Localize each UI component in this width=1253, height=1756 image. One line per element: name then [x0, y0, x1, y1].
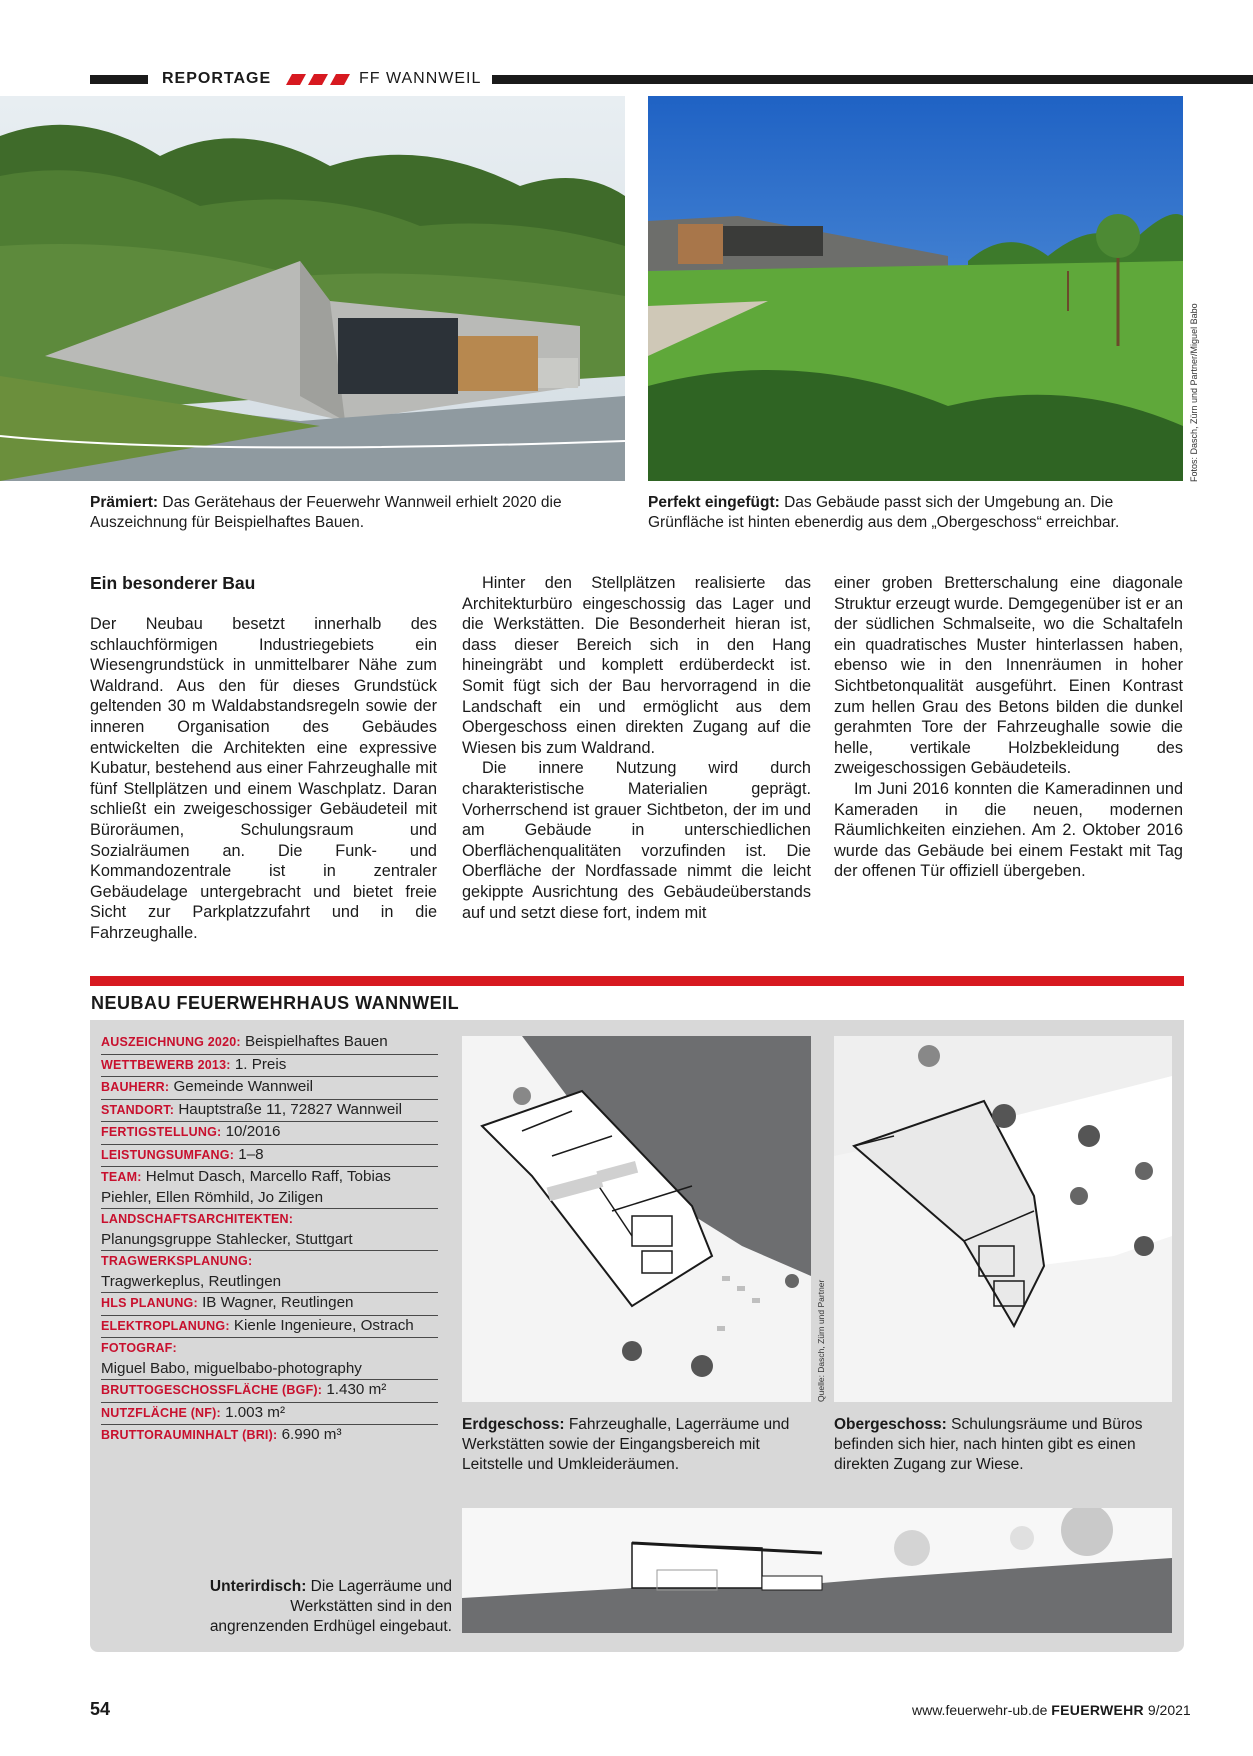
- fact-value: Tragwerkeplus, Reutlingen: [101, 1272, 282, 1290]
- caption-ground-floor-text: Fahrzeughalle, Lagerräume und Werkstätten sowie der Eingangsbereich mit Leitstelle und Umkleideräumen.: [462, 1416, 790, 1473]
- photo-caption-left: [90, 493, 610, 533]
- fact-key: TRAGWERKSPLANUNG:: [101, 1254, 253, 1268]
- caption-upper-floor-text: Schulungsräume und Büros befinden sich hier, nach hinten gibt es einen direkten Zugang zur Wiese.: [834, 1416, 1143, 1473]
- fact-key: LEISTUNGSUMFANG:: [101, 1147, 235, 1162]
- fact-key: BRUTTOGESCHOSSFLÄCHE (BGF):: [101, 1383, 323, 1397]
- fact-key: TEAM:: [101, 1170, 142, 1184]
- fact-row: [101, 1425, 438, 1447]
- photo-building-front: [0, 96, 625, 481]
- fact-value: Beispielhaftes Bauen: [240, 1033, 388, 1050]
- fact-row: [101, 1145, 438, 1168]
- fact-value: Planungsgruppe Stahlecker, Stuttgart: [101, 1230, 353, 1248]
- topic-label: FF WANNWEIL: [359, 70, 482, 87]
- caption-left-text: Das Gerätehaus der Feuerwehr Wannweil erhielt 2020 die Auszeichnung für Beispielhaftes Bauen.: [90, 494, 562, 531]
- fact-value: Helmut Dasch, Marcello Raff, Tobias Piehler, Ellen Römhild, Jo Ziligen: [101, 1168, 391, 1206]
- plan-source: Quelle: Dasch, Zürn und Partner: [816, 1279, 826, 1402]
- fact-row: [101, 1338, 438, 1380]
- fact-key: AUSZEICHNUNG 2020:: [101, 1035, 241, 1049]
- fact-row: [101, 1032, 438, 1055]
- fact-value: 1–8: [234, 1145, 264, 1163]
- floorplan-upper-floor: [834, 1036, 1172, 1402]
- article-column-3: [834, 573, 1183, 882]
- column-3-paragraph-1: einer groben Bretterschalung eine diagonale Struktur erzeugt wurde. Demgegenüber ist er an der südlichen Schmalseite, wo die Schaltafeln ein quadratisches Muster hinterlassen haben, ebenso wie in den Innenräumen in hoher Sichtbetonqualität ausgeführt. Einen Kontrast zum hellen Grau des Betons bilden die dunkel gerahmten Tore der Fahrzeughalle sowie die helle, vertikale Holzbekleidung des zweigeschossigen Gebäudeteils.: [834, 574, 1183, 778]
- fact-row: [101, 1077, 438, 1100]
- caption-ground-floor: [462, 1415, 802, 1475]
- fact-value: 1.430 m²: [322, 1381, 387, 1398]
- column-1-paragraph: Der Neubau besetzt innerhalb des schlauchförmigen Industriegebiets ein Wiesengrundstück in unmittelbarer Nähe zum Waldrand. Aus den für dieses Grundstück geltenden 30 m Waldabstandsregeln sowie der inneren Organisation des Gebäudes entwickelten die Architekten eine expressive Kubatur, bestehend aus einer Fahrzeughalle mit fünf Stellplätzen und einem Waschplatz. Daran schließt ein zweigeschossiger Gebäudeteil mit Büroräumen, Schulungsraum und Sozialräumen an. Die Funk- und Kommandozentrale ist in zentraler Gebäudelage untergebracht und bietet freie Sicht zur Parkplatzzufahrt und in die Fahrzeughalle.: [90, 615, 437, 942]
- caption-underground-lead: Unterirdisch:: [209, 1578, 307, 1595]
- infobox-red-rule: [90, 976, 1184, 986]
- fact-key: HLS PLANUNG:: [101, 1296, 198, 1310]
- caption-right-lead: Perfekt eingefügt:: [648, 494, 780, 511]
- fact-key: STANDORT:: [101, 1102, 175, 1117]
- caption-upper-floor: [834, 1415, 1154, 1475]
- magazine-brand: FEUERWEHR: [1051, 1702, 1144, 1718]
- column-3-paragraph-2: Im Juni 2016 konnten die Kameradinnen und Kameraden in die neuen, modernen Räumlichkeiten einziehen. Am 2. Oktober 2016 wurde das Gebäude bei einem Festakt mit Tag der offenen Tür offiziell übergeben.: [834, 779, 1183, 881]
- header-rule-left: [90, 75, 148, 84]
- section-drawing: [462, 1508, 1172, 1633]
- column-2-paragraph-1: Hinter den Stellplätzen realisierte das Architekturbüro eingeschossig das Lager und die Werkstätten. Die Besonderheit hieran ist, dass dieser Bereich sich in den Hang hineingräbt und komplett erdüberdeckt ist. Somit fügt sich der Bau hervorragend in die Landschaft ein und ermöglicht aus dem Obergeschoss einen direkten Zugang auf die Wiesen bis zum Waldrand.: [462, 574, 811, 757]
- photo-caption-right: [648, 493, 1168, 533]
- fact-key: WETTBEWERB 2013:: [101, 1057, 231, 1072]
- fact-value: 1. Preis: [230, 1055, 287, 1073]
- photo-building-meadow: [648, 96, 1183, 481]
- fact-value: 10/2016: [221, 1123, 281, 1140]
- fact-value: 6.990 m³: [277, 1426, 342, 1443]
- section-label: REPORTAGE: [162, 70, 272, 87]
- floorplan-ground-floor: [462, 1036, 811, 1402]
- fact-row: [101, 1167, 438, 1209]
- fact-row: [101, 1380, 438, 1403]
- red-stripes-icon: [286, 74, 352, 85]
- caption-underground-text: Die Lagerräume und Werkstätten sind in den angrenzenden Erdhügel eingebaut.: [209, 1578, 452, 1635]
- fact-row: [101, 1055, 438, 1078]
- fact-key: BAUHERR:: [101, 1080, 170, 1094]
- fact-key: BRUTTORAUMINHALT (BRI):: [101, 1428, 278, 1442]
- caption-ground-floor-lead: Erdgeschoss:: [462, 1416, 565, 1433]
- column-2-paragraph-2: Die innere Nutzung wird durch charakteristische Materialien geprägt. Vorherrschend ist grauer Sichtbeton, der im und am Gebäude in unterschiedlichen Oberflächenqualitäten vorzufinden ist. Die Oberfläche der Nordfassade nimmt die leicht gekippte Ausrichtung des Gebäudeüberstands auf und setzt diese fort, indem mit: [462, 759, 811, 922]
- fact-key: FOTOGRAF:: [101, 1341, 177, 1355]
- header-rule-right: [492, 75, 1253, 84]
- fact-value: Miguel Babo, miguelbabo-photography: [101, 1359, 362, 1377]
- page-number: 54: [90, 1699, 111, 1719]
- caption-underground: [195, 1577, 452, 1637]
- article-column-1: [90, 614, 437, 944]
- fact-value: 1.003 m²: [220, 1403, 285, 1421]
- fact-row: [101, 1251, 438, 1293]
- article-column-2: [462, 573, 811, 923]
- infobox-title: NEUBAU FEUERWEHRHAUS WANNWEIL: [91, 993, 460, 1013]
- fact-key: FERTIGSTELLUNG:: [101, 1125, 222, 1139]
- caption-right-text: Das Gebäude passt sich der Umgebung an. Die Grünfläche ist hinten ebenerdig aus dem „Obergeschoss“ erreichbar.: [648, 494, 1120, 531]
- article-subhead: Ein besonderer Bau: [90, 573, 256, 593]
- caption-left-lead: Prämiert:: [90, 494, 159, 511]
- fact-row: [101, 1209, 438, 1251]
- fact-value: IB Wagner, Reutlingen: [197, 1294, 354, 1311]
- fact-value: Kienle Ingenieure, Ostrach: [229, 1316, 414, 1334]
- fact-row: [101, 1122, 438, 1145]
- fact-row: [101, 1293, 438, 1316]
- fact-key: NUTZFLÄCHE (NF):: [101, 1405, 221, 1420]
- fact-value: Hauptstraße 11, 72827 Wannweil: [174, 1100, 403, 1118]
- fact-key: ELEKTROPLANUNG:: [101, 1318, 230, 1333]
- fact-value: Gemeinde Wannweil: [169, 1078, 314, 1095]
- footer-info: [912, 1702, 1191, 1718]
- fact-list: [101, 1032, 438, 1447]
- fact-row: [101, 1403, 438, 1426]
- footer-url[interactable]: www.feuerwehr-ub.de: [912, 1702, 1048, 1718]
- fact-row: [101, 1316, 438, 1339]
- photo-credit: Fotos: Dasch, Zürn und Partner/Miguel Babo: [1189, 303, 1199, 482]
- caption-upper-floor-lead: Obergeschoss:: [834, 1416, 947, 1433]
- issue-number: 9/2021: [1147, 1702, 1191, 1718]
- fact-key: LANDSCHAFTSARCHITEKTEN:: [101, 1212, 294, 1226]
- fact-row: [101, 1100, 438, 1123]
